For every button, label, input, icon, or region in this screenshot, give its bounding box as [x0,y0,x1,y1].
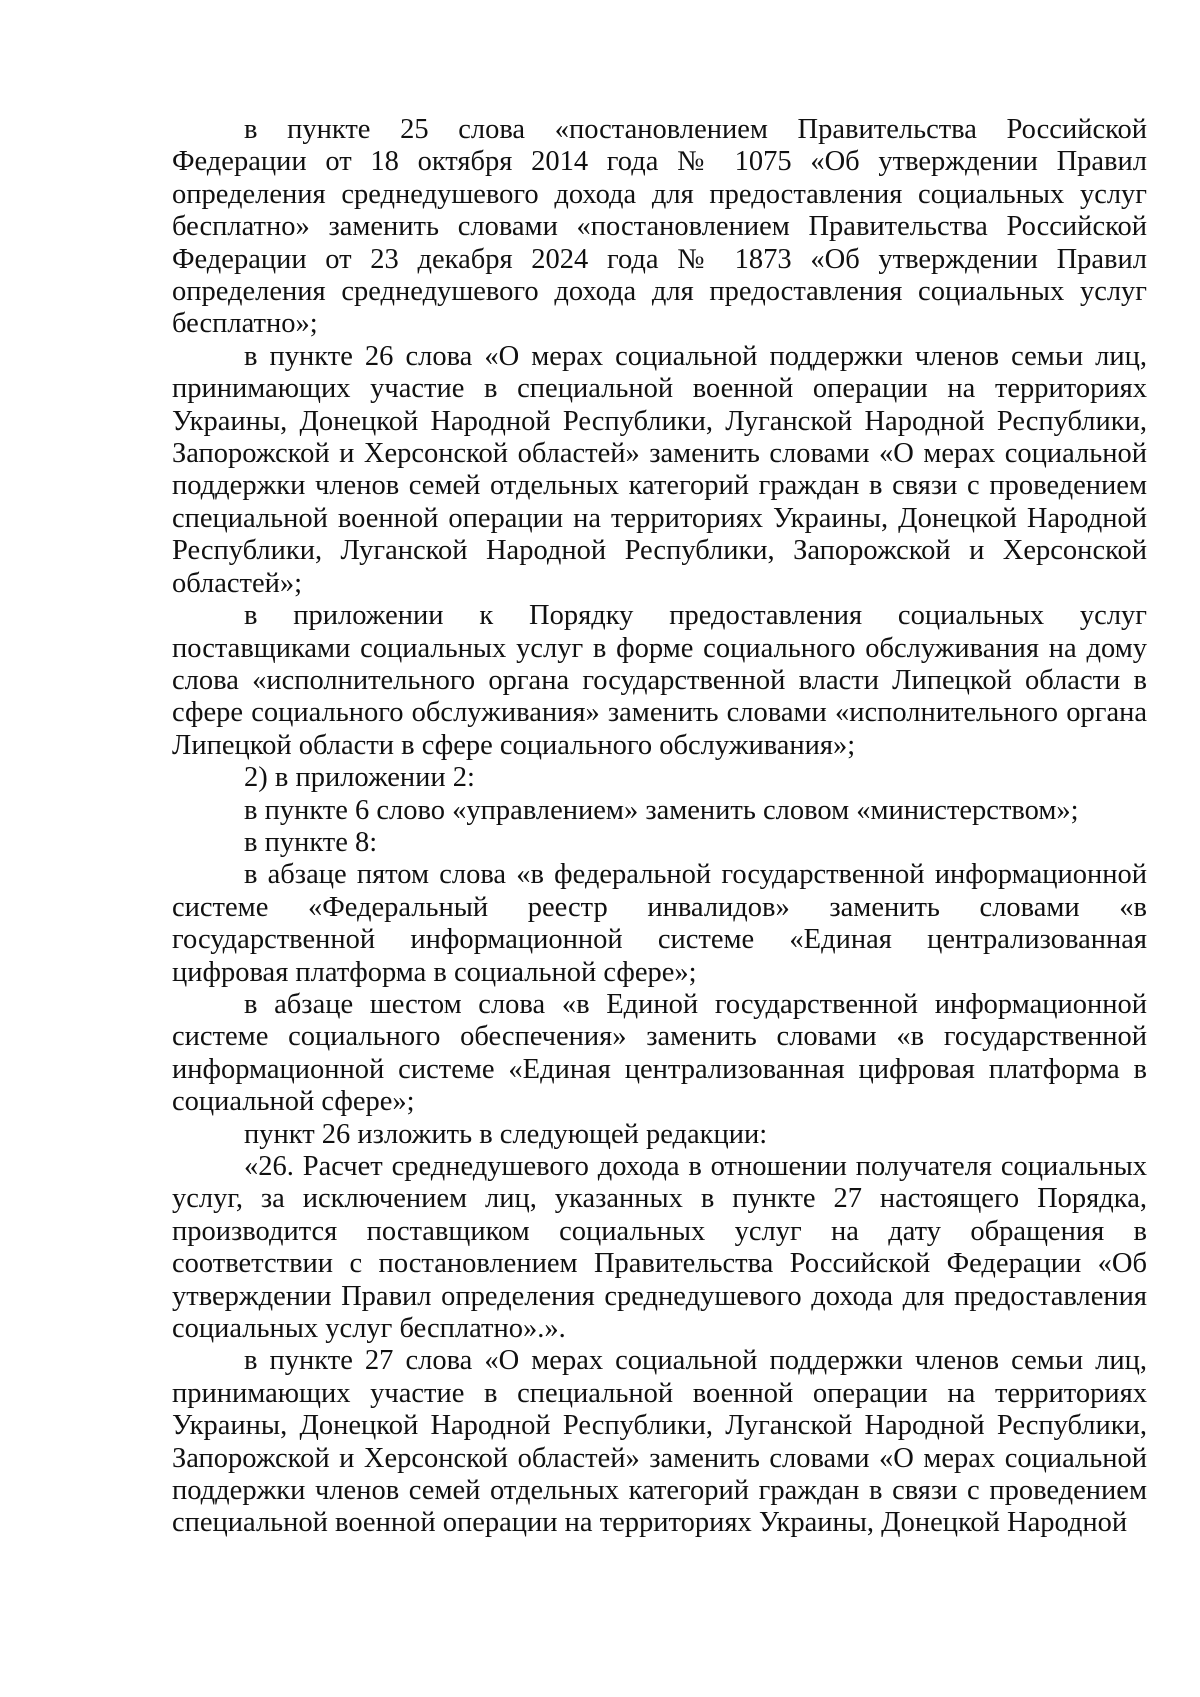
paragraph-item-26-restatement-heading: пункт 26 изложить в следующей редакции: [244,1118,768,1150]
paragraph-item-26-amendment: в пункте 26 слова «О мерах социальной поддержки членов семьи лиц, принимающих участие в специальной военной операции на территориях Украины, Донецкой Народной Республики, Луганской Народной Республики, Запорожской и Херсонской областей» заменить словами «О мерах социальной поддержки членов семей отдельных категорий граждан в связи с проведением специальной военной операции на территориях Украины, Донецкой Народной Республики, Луганской Народной Республики, Запорожской и Херсонской областей»; [172,340,1147,599]
paragraph-item-6-amendment: в пункте 6 слово «управлением» заменить словом «министерством»; [244,794,1079,826]
paragraph-appendix-2-heading: 2) в приложении 2: [244,762,475,794]
paragraph-item-8-heading: в пункте 8: [244,826,378,858]
paragraph-item-27-amendment: в пункте 27 слова «О мерах социальной поддержки членов семьи лиц, принимающих участие в специальной военной операции на территориях Украины, Донецкой Народной Республики, Луганской Народной Республики, Запорожской и Херсонской областей» заменить словами «О мерах социальной поддержки членов семей отдельных категорий граждан в связи с проведением специальной военной операции на территориях Украины, Донецкой Народной [172,1345,1147,1539]
paragraph-sixth-subparagraph-amendment: в абзаце шестом слова «в Единой государственной информационной системе социального обеспечения» заменить словами «в государственной информационной системе «Единая централизованная цифровая платформа в социальной сфере»; [172,988,1147,1118]
document-body [172,114,1147,1540]
paragraph-appendix-amendment: в приложении к Порядку предоставления социальных услуг поставщиками социальных услуг в форме социального обслуживания на дому слова «исполнительного органа государственной власти Липецкой области в сфере социального обслуживания» заменить словами «исполнительного органа Липецкой области в сфере социального обслуживания»; [172,600,1147,761]
paragraph-fifth-subparagraph-amendment: в абзаце пятом слова «в федеральной государственной информационной системе «Федеральный реестр инвалидов» заменить словами «в государственной информационной системе «Единая централизованная цифровая платформа в социальной сфере»; [172,859,1147,988]
paragraph-item-26-new-text: «26. Расчет среднедушевого дохода в отношении получателя социальных услуг, за исключением лиц, указанных в пункте 27 настоящего Порядка, производится поставщиком социальных услуг на дату обращения в соответствии с постановлением Правительства Российской Федерации «Об утверждении Правил определения среднедушевого дохода для предоставления социальных услуг бесплатно».». [172,1151,1147,1345]
paragraph-item-25-amendment: в пункте 25 слова «постановлением Правительства Российской Федерации от 18 октября 2014 года № 1075 «Об утверждении Правил определения среднедушевого дохода для предоставления социальных услуг бесплатно» заменить словами «постановлением Правительства Российской Федерации от 23 декабря 2024 года № 1873 «Об утверждении Правил определения среднедушевого дохода для предоставления социальных услуг бесплатно»; [172,114,1147,340]
